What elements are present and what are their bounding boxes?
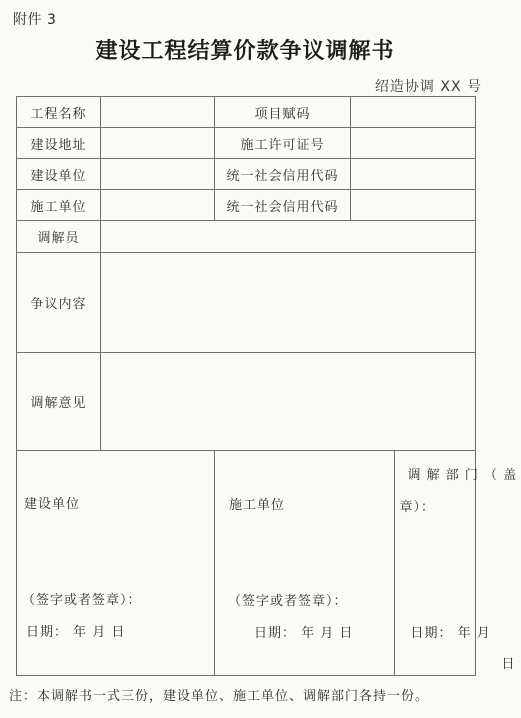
builder-field[interactable] (101, 159, 215, 190)
row-opinion (17, 353, 476, 451)
project-code-field[interactable] (351, 97, 476, 128)
row-signatures (17, 451, 476, 676)
row-dispute (17, 253, 476, 353)
builder-sign-prompt: （签字或者签章）： (22, 593, 142, 608)
mediation-dept-title-line2: 章）： (399, 500, 436, 515)
project-name-field[interactable] (101, 97, 215, 128)
row-address (17, 128, 476, 159)
opinion-label: 调解意见 (17, 353, 101, 451)
permit-label: 施工许可证号 (215, 128, 351, 159)
dispute-label: 争议内容 (17, 253, 101, 353)
contractor-signature-cell[interactable] (215, 451, 394, 675)
row-project-name (17, 97, 476, 128)
attachment-label: 附件 3 (13, 12, 57, 28)
mediation-form-table (16, 96, 518, 676)
document-title: 建设工程结算价款争议调解书 (95, 38, 395, 64)
builder-credit-code-field[interactable] (351, 159, 476, 190)
builder-credit-code-label: 统一社会信用代码 (215, 159, 351, 190)
contractor-field[interactable] (101, 190, 215, 221)
project-name-label: 工程名称 (17, 97, 101, 128)
mediator-label: 调解员 (17, 221, 101, 253)
mediation-dept-date-line2: 日 (501, 657, 516, 672)
builder-label: 建设单位 (17, 159, 101, 190)
address-field[interactable] (101, 128, 215, 159)
mediation-dept-date-line1: 日期： 年 月 (410, 626, 491, 641)
contractor-date: 日期： 年 月 日 (254, 626, 354, 641)
row-builder (17, 159, 476, 190)
permit-field[interactable] (351, 128, 476, 159)
builder-signature-title: 建设单位 (24, 497, 81, 512)
row-mediator (17, 221, 476, 253)
footnote: 注：本调解书一式三份，建设单位、施工单位、调解部门各持一份。 (9, 689, 430, 704)
contractor-credit-code-field[interactable] (351, 190, 476, 221)
contractor-signature-title: 施工单位 (229, 498, 286, 513)
mediator-field[interactable] (101, 221, 476, 253)
contractor-label: 施工单位 (17, 190, 101, 221)
builder-date: 日期： 年 月 日 (26, 625, 126, 640)
signature-subtable (215, 451, 521, 675)
contractor-sign-prompt: （签字或者签章）： (228, 594, 348, 609)
mediation-dept-signature-cell[interactable] (394, 451, 521, 675)
contractor-credit-code-label: 统一社会信用代码 (215, 190, 351, 221)
row-contractor (17, 190, 476, 221)
opinion-field[interactable] (101, 353, 476, 451)
address-label: 建设地址 (17, 128, 101, 159)
signature-right-area (215, 451, 518, 676)
project-code-label: 项目赋码 (215, 97, 351, 128)
document-number: 绍造协调 XX 号 (374, 79, 482, 95)
dispute-field[interactable] (101, 253, 476, 353)
builder-signature-cell[interactable] (17, 451, 215, 676)
mediation-dept-title-line1: 调 解 部 门 （ 盖 (407, 468, 518, 483)
